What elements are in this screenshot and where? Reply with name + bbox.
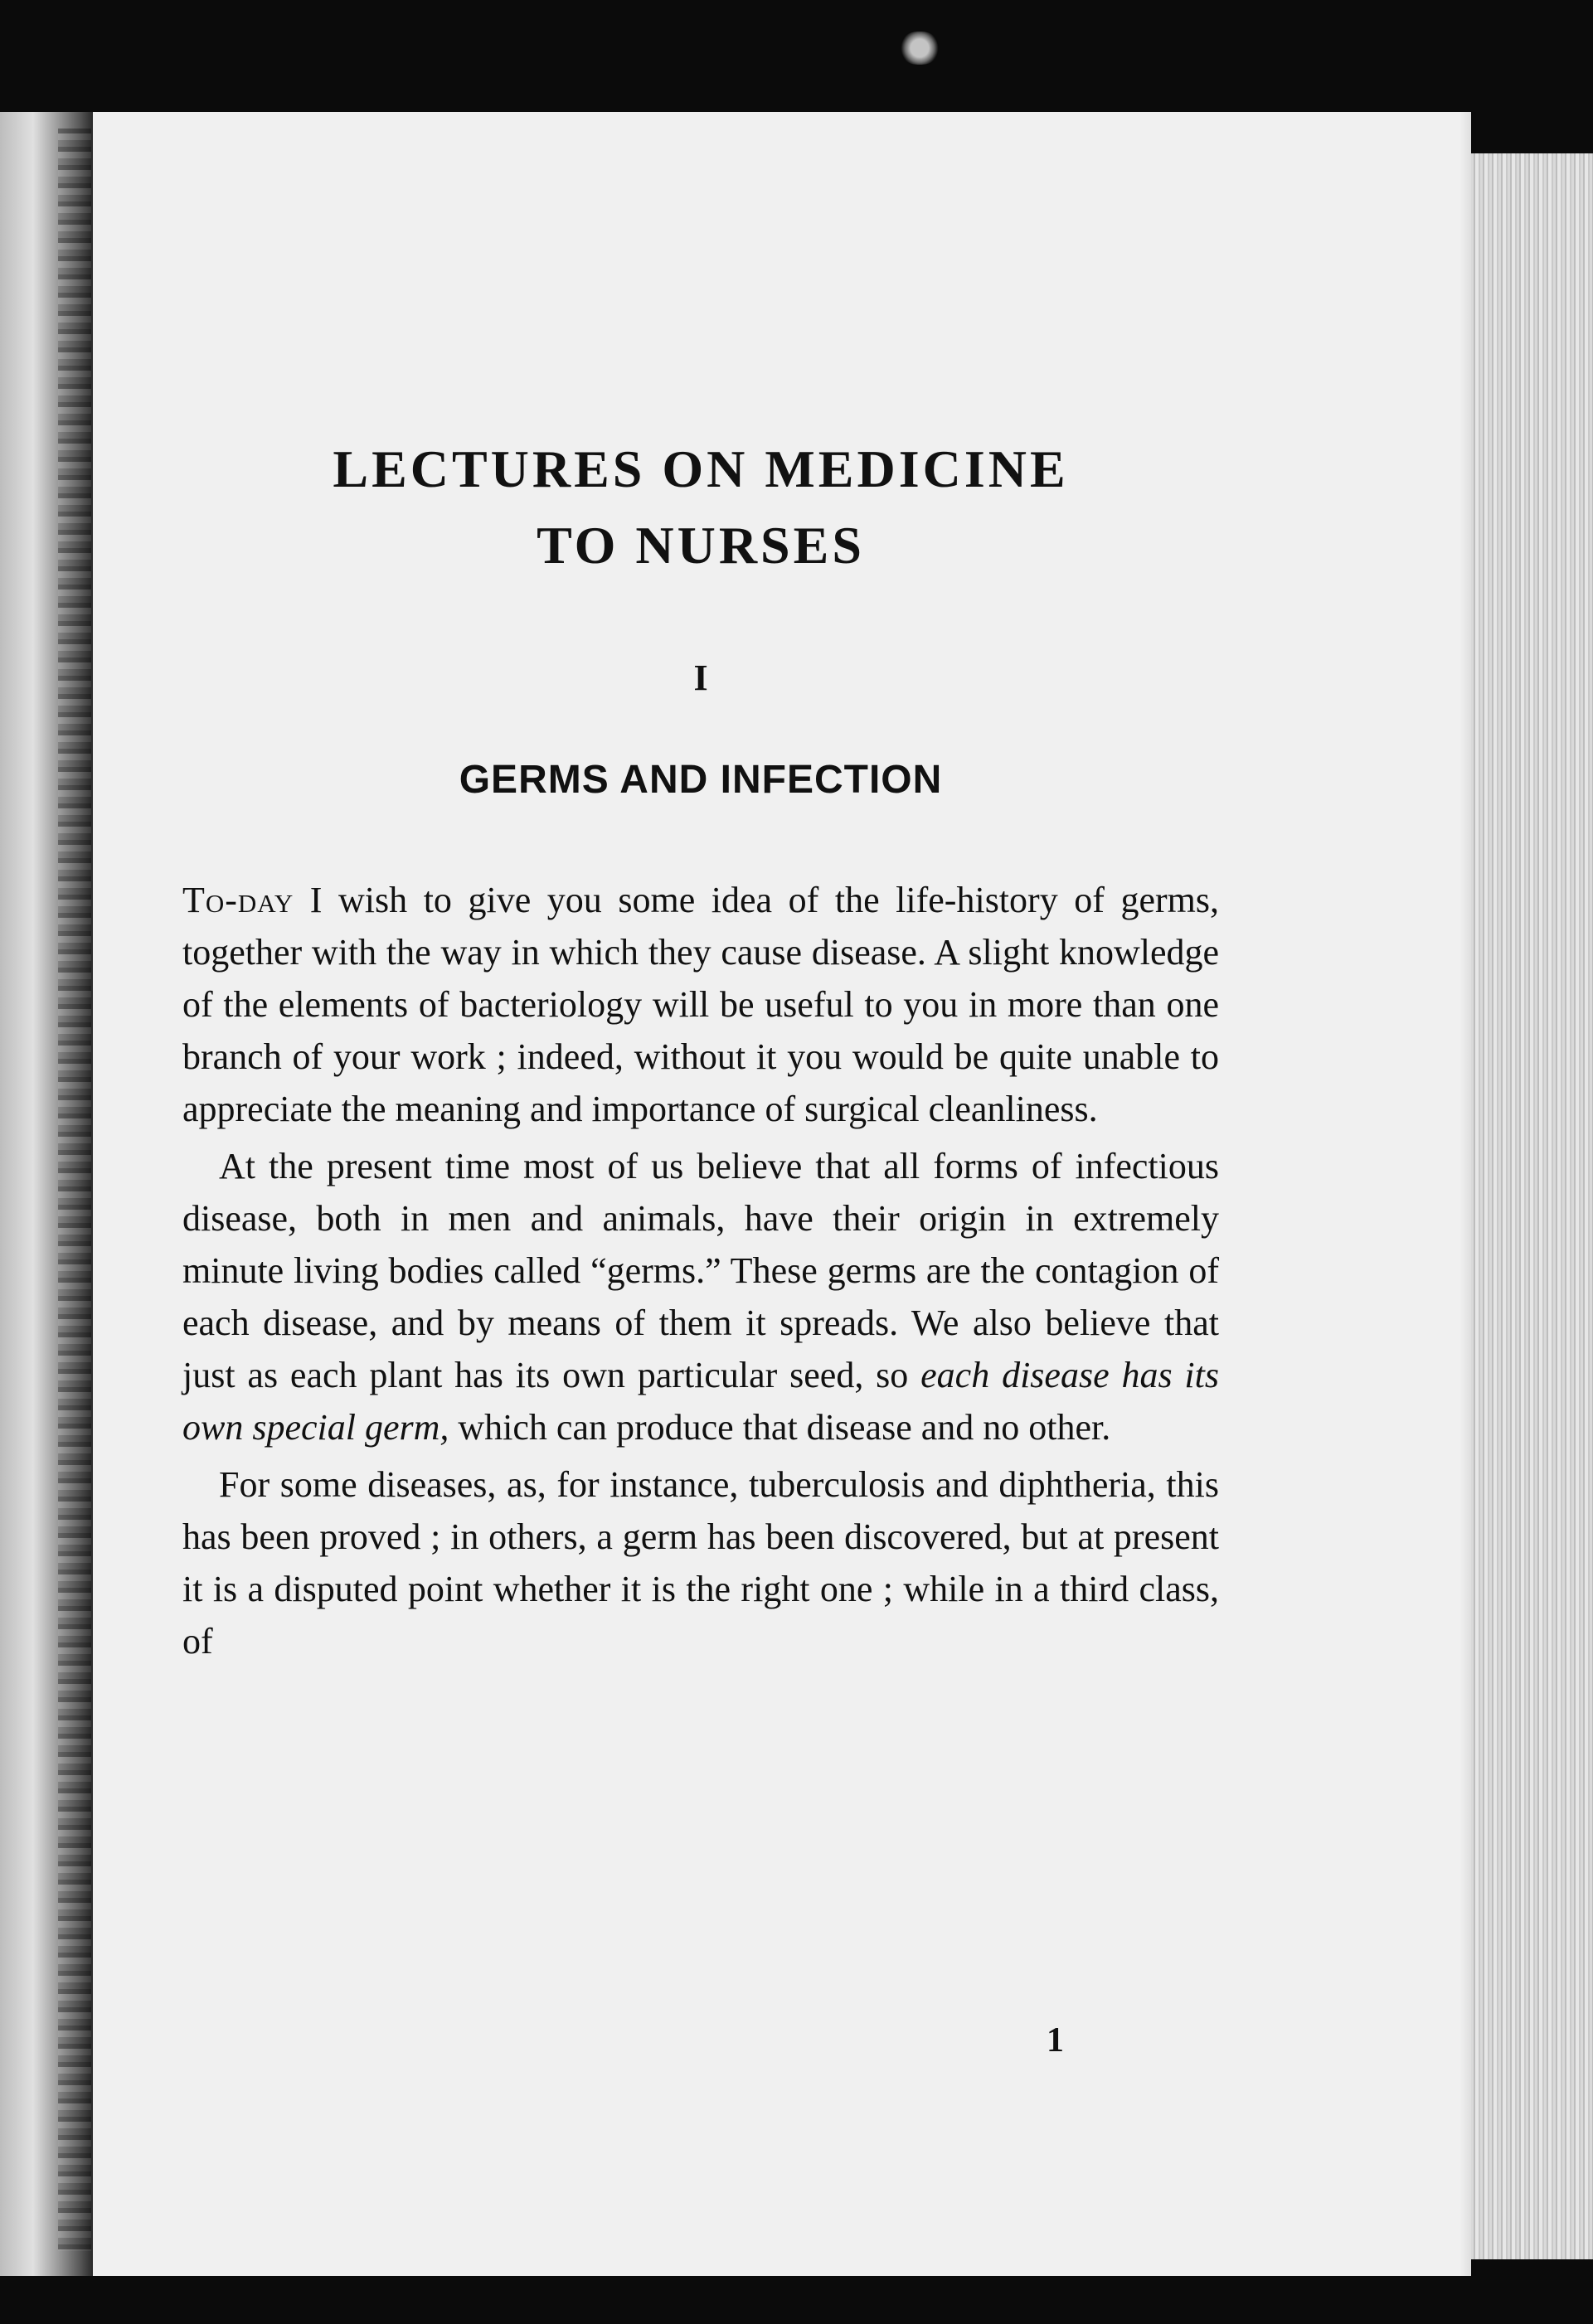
paragraph-2-italic: each disease has its own special germ, (182, 1355, 1219, 1448)
paragraph-1 (182, 874, 1219, 1135)
book-title-line-1: LECTURES ON MEDICINE (333, 439, 1069, 498)
left-edge-texture (58, 129, 91, 2251)
paragraph-3-text: For some diseases, as, for instance, tuberculosis and diphtheria, this has been proved ; in others, a germ has been discovered, but at present it is a disputed point whether it is the right one ; while in a third class, of (182, 1464, 1219, 1662)
paragraph-2 (182, 1140, 1219, 1453)
paragraph-1-lead: To-day (182, 880, 294, 920)
chapter-body (182, 874, 1219, 1667)
paragraph-1-text: I wish to give you some idea of the life-history of germs, together with the way in which they cause disease. A slight knowledge of the elements of bacteriology will be useful to you in more than one branch of your work ; indeed, without it you would be quite unable to appreciate the meaning and importance of surgical cleanliness. (182, 880, 1219, 1129)
right-page-stack-edge (1471, 153, 1593, 2259)
scan-speck (900, 32, 940, 65)
chapter-title: GERMS AND INFECTION (459, 758, 943, 802)
book-title-line-2: TO NURSES (537, 516, 865, 575)
paragraph-2-text-before: At the present time most of us believe that all forms of infectious disease, both in men and animals, have their origin in extremely minute living bodies called “germs.” These germs are the contagion of each disease, and by means of them it spreads. We also believe that just as each plant has its own particular seed, so (182, 1146, 1219, 1395)
page-content (182, 431, 1219, 1667)
chapter-number: I (693, 657, 708, 698)
paragraph-2-text-after: which can produce that disease and no other. (449, 1407, 1111, 1448)
book-title (182, 431, 1219, 584)
paragraph-3 (182, 1458, 1219, 1667)
page-number: 1 (1047, 2021, 1064, 2060)
